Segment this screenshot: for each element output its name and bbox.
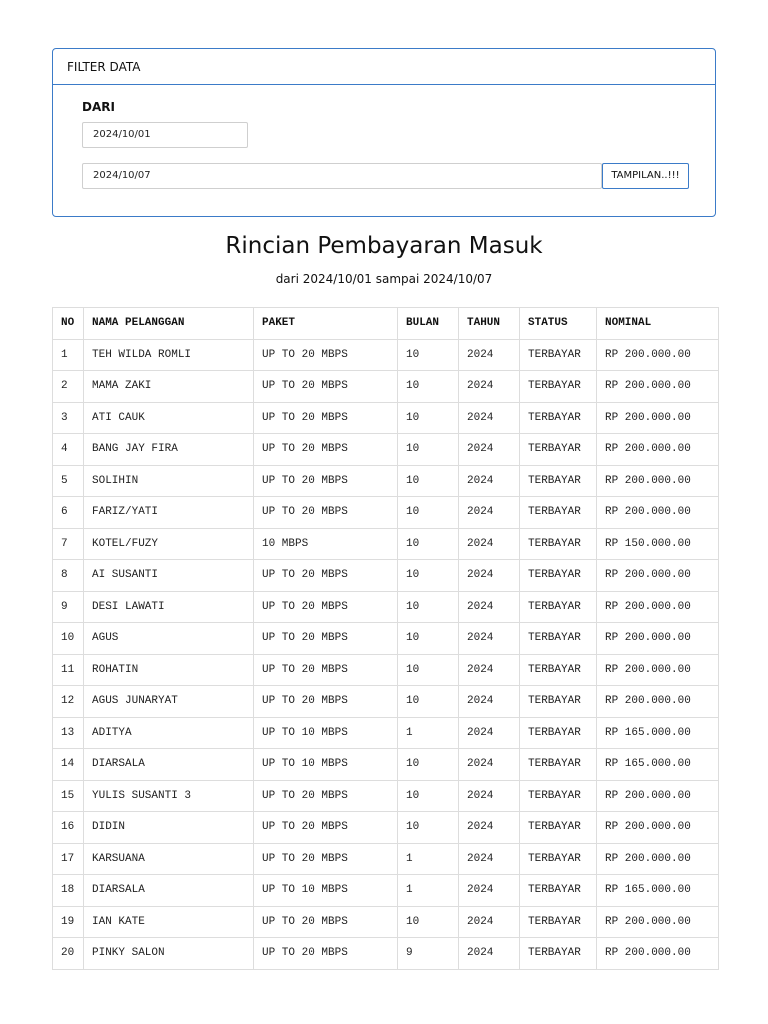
table-cell-col-status: TERBAYAR bbox=[520, 717, 597, 749]
table-cell-col-package: UP TO 20 MBPS bbox=[254, 591, 398, 623]
table-cell-col-customer-name: PINKY SALON bbox=[84, 938, 254, 970]
table-cell-col-amount: RP 150.000.00 bbox=[597, 528, 719, 560]
table-cell-col-no: 5 bbox=[53, 465, 84, 497]
table-cell-col-status: TERBAYAR bbox=[520, 560, 597, 592]
table-cell-col-customer-name: AGUS bbox=[84, 623, 254, 655]
table-row bbox=[53, 812, 719, 844]
table-cell-col-amount: RP 165.000.00 bbox=[597, 749, 719, 781]
table-row bbox=[53, 906, 719, 938]
table-cell-col-no: 8 bbox=[53, 560, 84, 592]
table-cell-col-status: TERBAYAR bbox=[520, 528, 597, 560]
table-row bbox=[53, 528, 719, 560]
table-cell-col-no: 16 bbox=[53, 812, 84, 844]
table-cell-col-package: UP TO 20 MBPS bbox=[254, 371, 398, 403]
table-cell-col-amount: RP 200.000.00 bbox=[597, 780, 719, 812]
table-cell-col-no: 11 bbox=[53, 654, 84, 686]
table-row bbox=[53, 686, 719, 718]
table-row bbox=[53, 591, 719, 623]
table-cell-col-status: TERBAYAR bbox=[520, 371, 597, 403]
table-cell-col-amount: RP 165.000.00 bbox=[597, 717, 719, 749]
table-cell-col-year: 2024 bbox=[459, 371, 520, 403]
table-cell-col-package: UP TO 20 MBPS bbox=[254, 812, 398, 844]
table-cell-col-year: 2024 bbox=[459, 497, 520, 529]
table-cell-col-customer-name: DIARSALA bbox=[84, 749, 254, 781]
table-cell-col-month: 10 bbox=[398, 402, 459, 434]
report-title: Rincian Pembayaran Masuk bbox=[225, 233, 543, 259]
table-cell-col-no: 12 bbox=[53, 686, 84, 718]
table-cell-col-year: 2024 bbox=[459, 875, 520, 907]
to-date-input[interactable]: 2024/10/07 bbox=[82, 163, 602, 189]
table-cell-col-year: 2024 bbox=[459, 812, 520, 844]
table-cell-col-amount: RP 200.000.00 bbox=[597, 938, 719, 970]
table-cell-col-status: TERBAYAR bbox=[520, 938, 597, 970]
from-date-input[interactable]: 2024/10/01 bbox=[82, 122, 248, 148]
table-cell-col-month: 10 bbox=[398, 339, 459, 371]
table-cell-col-customer-name: ATI CAUK bbox=[84, 402, 254, 434]
table-cell-col-no: 19 bbox=[53, 906, 84, 938]
table-row bbox=[53, 465, 719, 497]
table-cell-col-amount: RP 200.000.00 bbox=[597, 843, 719, 875]
table-cell-col-month: 10 bbox=[398, 812, 459, 844]
table-cell-col-no: 15 bbox=[53, 780, 84, 812]
table-cell-col-month: 1 bbox=[398, 843, 459, 875]
table-cell-col-no: 7 bbox=[53, 528, 84, 560]
table-cell-col-no: 14 bbox=[53, 749, 84, 781]
table-cell-col-no: 6 bbox=[53, 497, 84, 529]
table-cell-col-year: 2024 bbox=[459, 560, 520, 592]
table-cell-col-status: TERBAYAR bbox=[520, 402, 597, 434]
table-row bbox=[53, 339, 719, 371]
table-cell-col-amount: RP 200.000.00 bbox=[597, 591, 719, 623]
table-cell-col-status: TERBAYAR bbox=[520, 654, 597, 686]
table-cell-col-month: 10 bbox=[398, 780, 459, 812]
table-header-col-amount: NOMINAL bbox=[597, 308, 719, 340]
payments-table bbox=[52, 307, 719, 970]
table-row bbox=[53, 371, 719, 403]
table-cell-col-status: TERBAYAR bbox=[520, 686, 597, 718]
table-cell-col-customer-name: DIARSALA bbox=[84, 875, 254, 907]
table-row bbox=[53, 434, 719, 466]
table-cell-col-status: TERBAYAR bbox=[520, 906, 597, 938]
table-cell-col-year: 2024 bbox=[459, 591, 520, 623]
table-cell-col-amount: RP 165.000.00 bbox=[597, 875, 719, 907]
table-cell-col-month: 10 bbox=[398, 749, 459, 781]
table-cell-col-package: UP TO 20 MBPS bbox=[254, 654, 398, 686]
table-cell-col-month: 10 bbox=[398, 686, 459, 718]
table-cell-col-package: UP TO 20 MBPS bbox=[254, 560, 398, 592]
table-cell-col-status: TERBAYAR bbox=[520, 623, 597, 655]
table-cell-col-customer-name: DESI LAWATI bbox=[84, 591, 254, 623]
table-cell-col-customer-name: FARIZ/YATI bbox=[84, 497, 254, 529]
table-cell-col-package: UP TO 20 MBPS bbox=[254, 938, 398, 970]
table-cell-col-year: 2024 bbox=[459, 339, 520, 371]
table-cell-col-no: 4 bbox=[53, 434, 84, 466]
table-cell-col-customer-name: SOLIHIN bbox=[84, 465, 254, 497]
table-cell-col-package: UP TO 20 MBPS bbox=[254, 843, 398, 875]
table-cell-col-month: 10 bbox=[398, 560, 459, 592]
table-cell-col-customer-name: MAMA ZAKI bbox=[84, 371, 254, 403]
table-cell-col-year: 2024 bbox=[459, 465, 520, 497]
table-cell-col-no: 13 bbox=[53, 717, 84, 749]
filter-card-body bbox=[53, 85, 715, 217]
table-row bbox=[53, 938, 719, 970]
table-cell-col-year: 2024 bbox=[459, 402, 520, 434]
table-cell-col-amount: RP 200.000.00 bbox=[597, 812, 719, 844]
table-cell-col-no: 2 bbox=[53, 371, 84, 403]
table-cell-col-status: TERBAYAR bbox=[520, 465, 597, 497]
table-header-col-no: NO bbox=[53, 308, 84, 340]
table-cell-col-customer-name: ADITYA bbox=[84, 717, 254, 749]
table-cell-col-year: 2024 bbox=[459, 434, 520, 466]
table-cell-col-package: UP TO 10 MBPS bbox=[254, 875, 398, 907]
table-cell-col-customer-name: YULIS SUSANTI 3 bbox=[84, 780, 254, 812]
table-header-col-package: PAKET bbox=[254, 308, 398, 340]
table-cell-col-month: 1 bbox=[398, 875, 459, 907]
table-cell-col-status: TERBAYAR bbox=[520, 434, 597, 466]
table-row bbox=[53, 560, 719, 592]
table-cell-col-package: UP TO 20 MBPS bbox=[254, 402, 398, 434]
table-row bbox=[53, 749, 719, 781]
table-cell-col-customer-name: AGUS JUNARYAT bbox=[84, 686, 254, 718]
table-cell-col-package: UP TO 20 MBPS bbox=[254, 497, 398, 529]
table-cell-col-amount: RP 200.000.00 bbox=[597, 339, 719, 371]
table-cell-col-package: UP TO 20 MBPS bbox=[254, 780, 398, 812]
table-cell-col-customer-name: AI SUSANTI bbox=[84, 560, 254, 592]
table-cell-col-month: 10 bbox=[398, 371, 459, 403]
table-row bbox=[53, 875, 719, 907]
table-cell-col-status: TERBAYAR bbox=[520, 339, 597, 371]
table-cell-col-status: TERBAYAR bbox=[520, 780, 597, 812]
table-cell-col-package: UP TO 20 MBPS bbox=[254, 465, 398, 497]
table-cell-col-status: TERBAYAR bbox=[520, 812, 597, 844]
table-cell-col-customer-name: KARSUANA bbox=[84, 843, 254, 875]
table-cell-col-month: 10 bbox=[398, 591, 459, 623]
table-cell-col-package: UP TO 20 MBPS bbox=[254, 339, 398, 371]
table-header-row bbox=[53, 308, 719, 340]
table-cell-col-year: 2024 bbox=[459, 843, 520, 875]
table-cell-col-month: 1 bbox=[398, 717, 459, 749]
table-cell-col-amount: RP 200.000.00 bbox=[597, 434, 719, 466]
table-cell-col-amount: RP 200.000.00 bbox=[597, 906, 719, 938]
table-row bbox=[53, 780, 719, 812]
table-cell-col-customer-name: IAN KATE bbox=[84, 906, 254, 938]
table-cell-col-amount: RP 200.000.00 bbox=[597, 497, 719, 529]
from-date-label: DARI bbox=[82, 100, 115, 114]
table-cell-col-amount: RP 200.000.00 bbox=[597, 402, 719, 434]
table-cell-col-package: UP TO 20 MBPS bbox=[254, 434, 398, 466]
table-cell-col-package: UP TO 10 MBPS bbox=[254, 749, 398, 781]
table-header-col-status: STATUS bbox=[520, 308, 597, 340]
table-cell-col-amount: RP 200.000.00 bbox=[597, 654, 719, 686]
table-cell-col-year: 2024 bbox=[459, 717, 520, 749]
table-cell-col-status: TERBAYAR bbox=[520, 591, 597, 623]
table-cell-col-month: 10 bbox=[398, 434, 459, 466]
table-row bbox=[53, 623, 719, 655]
table-cell-col-status: TERBAYAR bbox=[520, 875, 597, 907]
table-cell-col-amount: RP 200.000.00 bbox=[597, 560, 719, 592]
table-cell-col-amount: RP 200.000.00 bbox=[597, 623, 719, 655]
table-cell-col-year: 2024 bbox=[459, 528, 520, 560]
table-cell-col-year: 2024 bbox=[459, 749, 520, 781]
table-cell-col-package: UP TO 20 MBPS bbox=[254, 623, 398, 655]
table-row bbox=[53, 402, 719, 434]
table-row bbox=[53, 654, 719, 686]
table-header-col-customer-name: NAMA PELANGGAN bbox=[84, 308, 254, 340]
table-cell-col-amount: RP 200.000.00 bbox=[597, 686, 719, 718]
table-cell-col-package: UP TO 10 MBPS bbox=[254, 717, 398, 749]
table-cell-col-status: TERBAYAR bbox=[520, 497, 597, 529]
table-cell-col-year: 2024 bbox=[459, 906, 520, 938]
table-cell-col-customer-name: TEH WILDA ROMLI bbox=[84, 339, 254, 371]
table-cell-col-package: UP TO 20 MBPS bbox=[254, 906, 398, 938]
table-cell-col-month: 10 bbox=[398, 528, 459, 560]
filter-card bbox=[52, 48, 716, 217]
table-cell-col-package: UP TO 20 MBPS bbox=[254, 686, 398, 718]
table-header-col-year: TAHUN bbox=[459, 308, 520, 340]
show-button[interactable]: TAMPILAN..!!! bbox=[602, 163, 689, 189]
table-cell-col-month: 10 bbox=[398, 623, 459, 655]
table-cell-col-month: 10 bbox=[398, 465, 459, 497]
table-cell-col-year: 2024 bbox=[459, 938, 520, 970]
table-cell-col-customer-name: DIDIN bbox=[84, 812, 254, 844]
table-cell-col-year: 2024 bbox=[459, 654, 520, 686]
table-cell-col-status: TERBAYAR bbox=[520, 843, 597, 875]
table-row bbox=[53, 717, 719, 749]
table-row bbox=[53, 843, 719, 875]
table-cell-col-no: 1 bbox=[53, 339, 84, 371]
table-cell-col-year: 2024 bbox=[459, 623, 520, 655]
table-cell-col-year: 2024 bbox=[459, 686, 520, 718]
table-cell-col-no: 3 bbox=[53, 402, 84, 434]
table-cell-col-no: 9 bbox=[53, 591, 84, 623]
table-cell-col-month: 10 bbox=[398, 906, 459, 938]
report-subtitle: dari 2024/10/01 sampai 2024/10/07 bbox=[275, 272, 493, 286]
table-cell-col-month: 10 bbox=[398, 497, 459, 529]
table-cell-col-month: 9 bbox=[398, 938, 459, 970]
table-cell-col-no: 17 bbox=[53, 843, 84, 875]
table-cell-col-status: TERBAYAR bbox=[520, 749, 597, 781]
table-cell-col-year: 2024 bbox=[459, 780, 520, 812]
table-body bbox=[53, 339, 719, 969]
table-header-col-month: BULAN bbox=[398, 308, 459, 340]
table-row bbox=[53, 497, 719, 529]
table-cell-col-month: 10 bbox=[398, 654, 459, 686]
table-cell-col-amount: RP 200.000.00 bbox=[597, 371, 719, 403]
table-cell-col-package: 10 MBPS bbox=[254, 528, 398, 560]
filter-card-header: FILTER DATA bbox=[53, 49, 715, 85]
table-cell-col-no: 18 bbox=[53, 875, 84, 907]
table-cell-col-customer-name: ROHATIN bbox=[84, 654, 254, 686]
table-cell-col-no: 10 bbox=[53, 623, 84, 655]
table-cell-col-customer-name: BANG JAY FIRA bbox=[84, 434, 254, 466]
table-cell-col-amount: RP 200.000.00 bbox=[597, 465, 719, 497]
table-cell-col-no: 20 bbox=[53, 938, 84, 970]
table-cell-col-customer-name: KOTEL/FUZY bbox=[84, 528, 254, 560]
